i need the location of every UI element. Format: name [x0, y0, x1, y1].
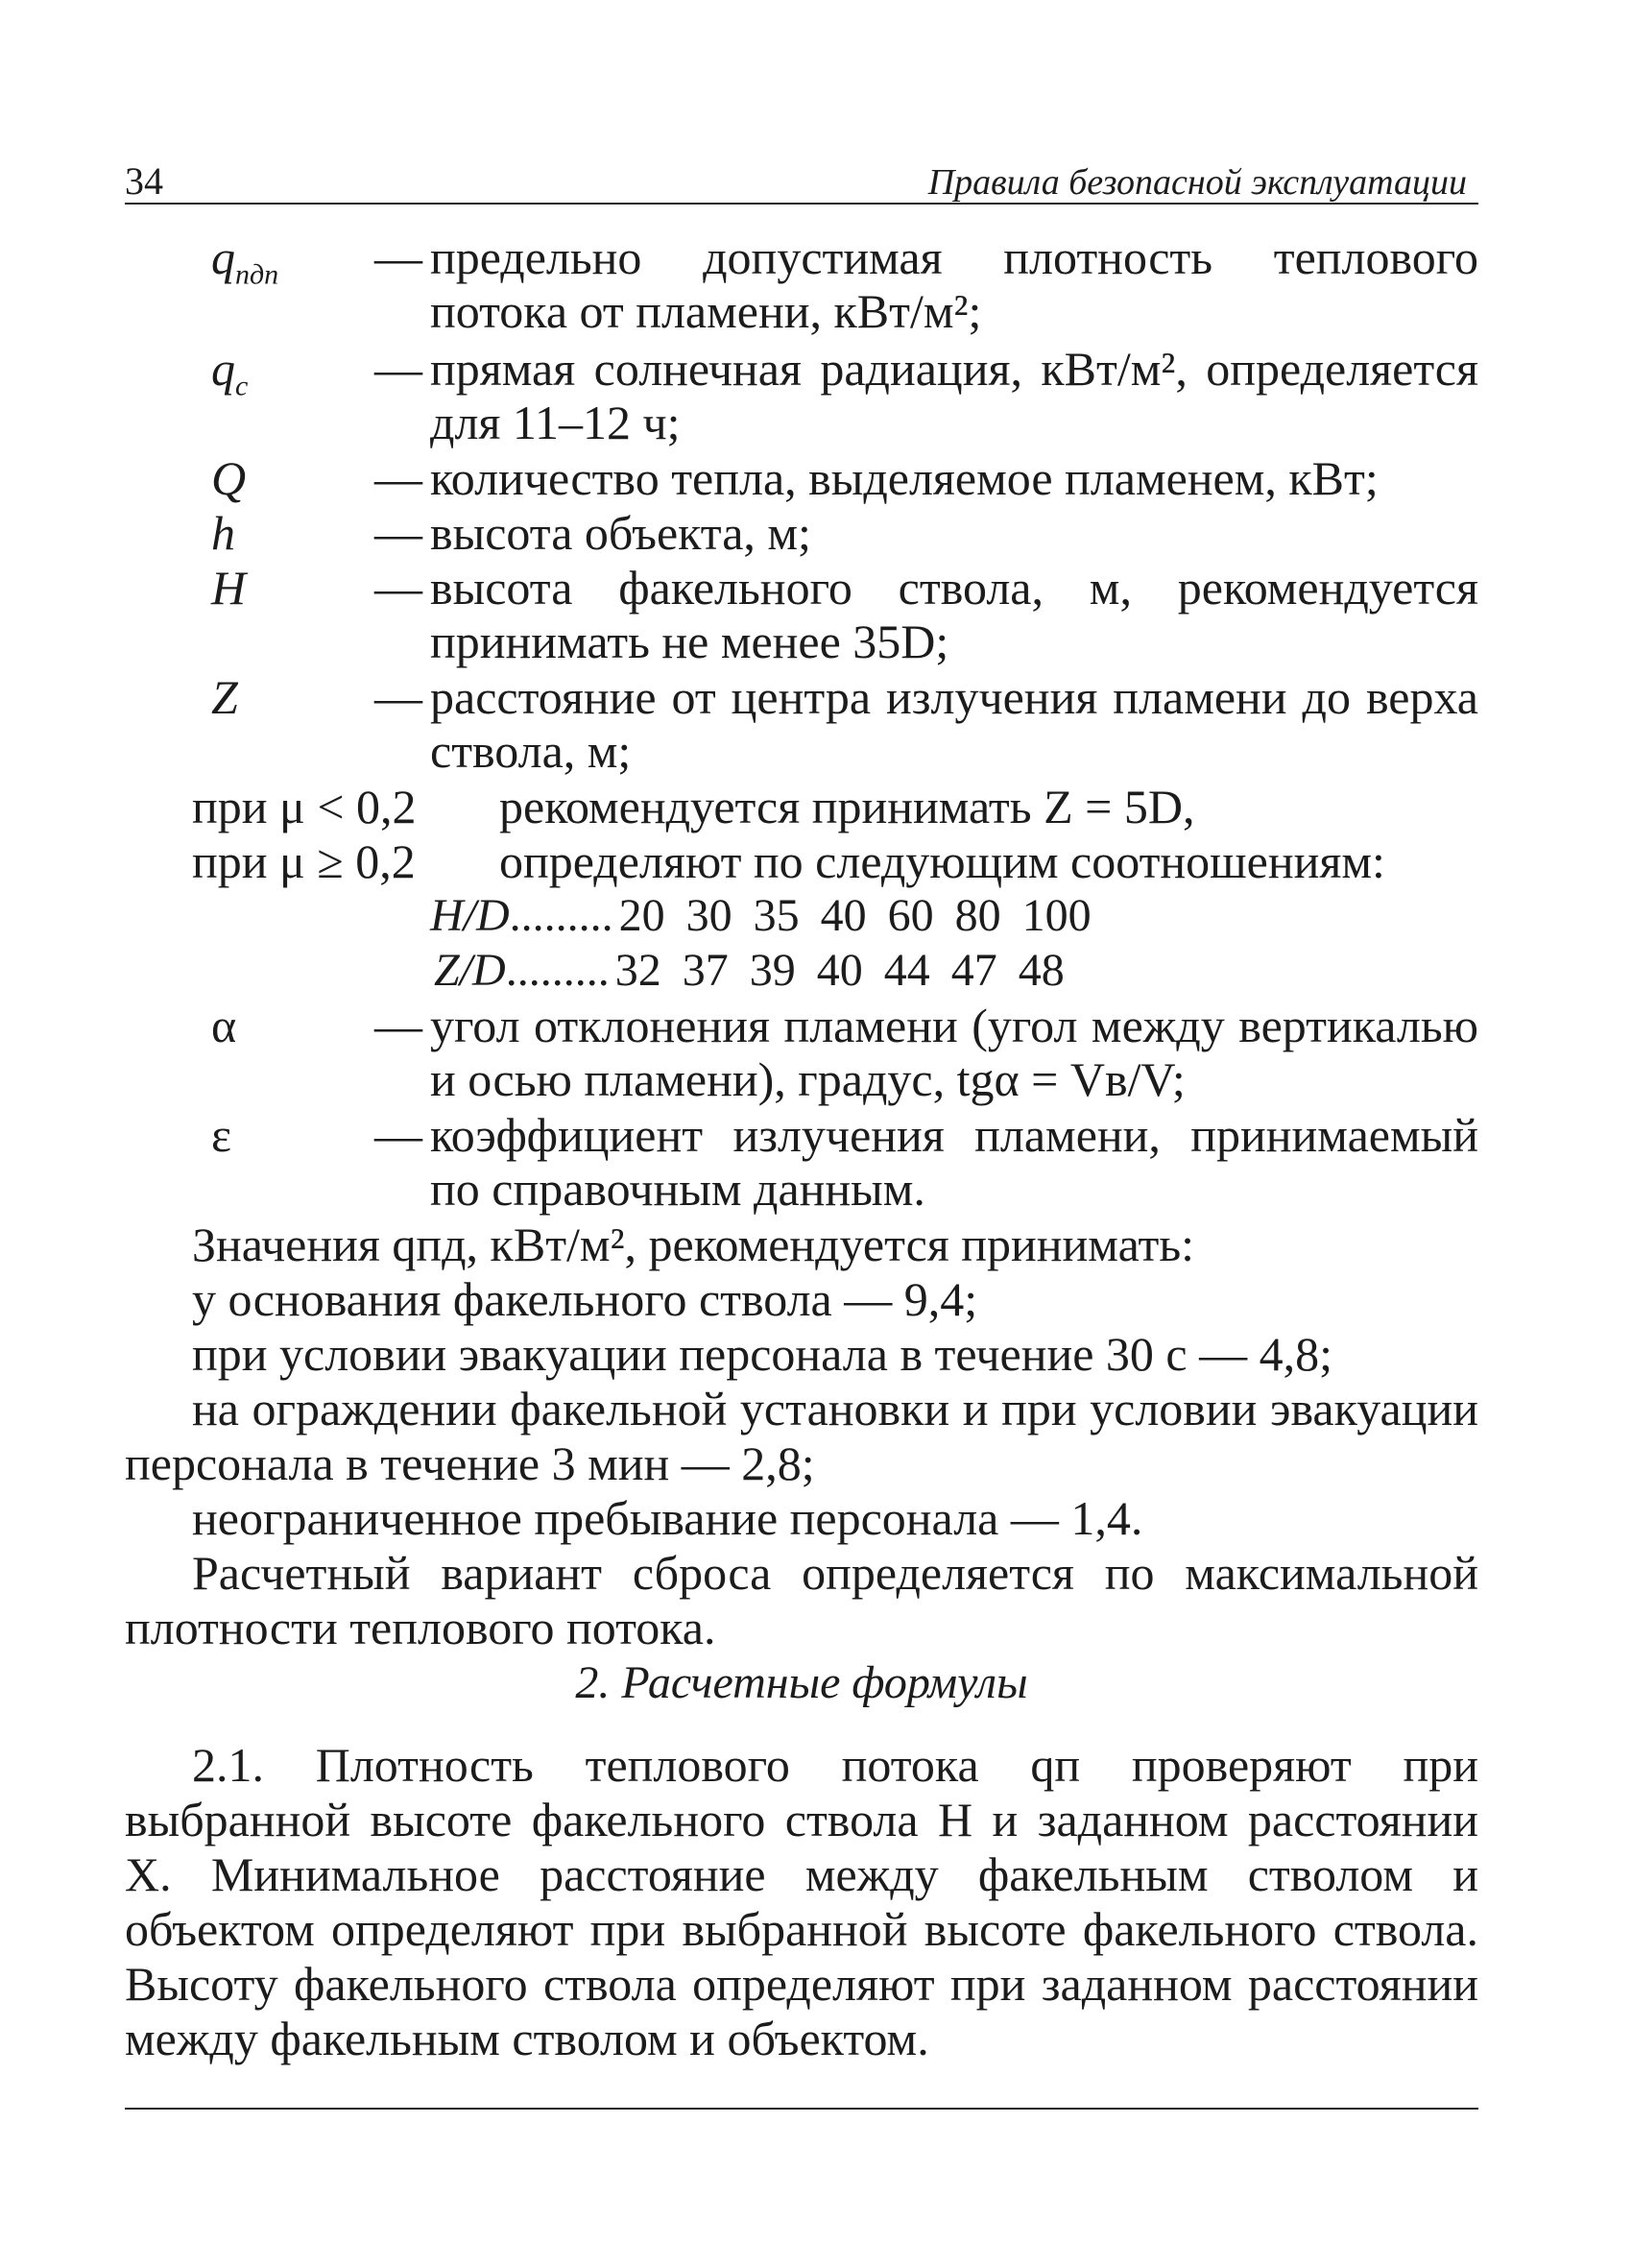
- definition-text: угол отклонения пламени (угол между вертикалью и осью пламени), градус, tgα = Vв/V;: [430, 999, 1478, 1106]
- definition-symbol: H: [211, 561, 247, 615]
- ratio-value: 48: [1018, 945, 1065, 996]
- definition-alpha: [125, 999, 1478, 1106]
- section-title: 2. Расчетные формулы: [575, 1657, 1028, 1708]
- definition-dash: —: [374, 342, 422, 396]
- definition-dash: —: [374, 561, 422, 615]
- definition-symbol: ε: [211, 1108, 231, 1162]
- ratio-label: H/D: [430, 890, 510, 941]
- ratio-value: 39: [749, 945, 796, 996]
- ratio-row-hd: [430, 889, 1092, 943]
- paragraph-calculation: Расчетный вариант сброса определяется по максимальной плотности теплового потока.: [125, 1546, 1478, 1654]
- definition-H: [125, 561, 1478, 668]
- definition-symbol: $q_{пдп}$: [211, 230, 279, 291]
- values-line: неограниченное пребывание персонала — 1,4.: [192, 1491, 1143, 1545]
- definition-h: [125, 506, 1478, 560]
- ratio-value: 47: [950, 945, 997, 996]
- ratio-leader: .........: [509, 890, 613, 941]
- definition-q-pdp: [125, 230, 1478, 338]
- ratio-value: 30: [685, 890, 732, 941]
- definition-dash: —: [374, 999, 422, 1052]
- definition-q-c: [125, 342, 1478, 449]
- condition-text: определяют по следующим соотношениям:: [499, 834, 1385, 888]
- definition-text: коэффициент излучения пламени, принимаемый по справочным данным.: [430, 1108, 1478, 1216]
- values-line: при условии эвакуации персонала в течение 30 с — 4,8;: [192, 1327, 1332, 1381]
- definition-epsilon: [125, 1108, 1478, 1216]
- definition-text: высота факельного ствола, м, рекомендуется принимать не менее 35D;: [430, 561, 1478, 668]
- definition-dash: —: [374, 506, 422, 560]
- ratio-value: 80: [954, 890, 1001, 941]
- definition-dash: —: [374, 1108, 422, 1162]
- definition-Z: [125, 670, 1478, 778]
- footer-rule: [125, 2108, 1478, 2110]
- definition-dash: —: [374, 230, 422, 284]
- ratio-value: 37: [682, 945, 729, 996]
- values-intro: Значения qпд, кВт/м², рекомендуется принимать:: [192, 1218, 1195, 1271]
- values-line: на ограждении факельной установки и при условии эвакуации персонала в течение 3 мин — 2,8;: [125, 1382, 1478, 1490]
- ratio-value: 100: [1021, 890, 1092, 941]
- definition-symbol: $q_с$: [211, 342, 249, 402]
- definition-text: расстояние от центра излучения пламени до верха ствола, м;: [430, 670, 1478, 778]
- ratio-value: 40: [816, 945, 863, 996]
- definition-text: количество тепла, выделяемое пламенем, кВт;: [430, 451, 1379, 505]
- ratio-value: 35: [753, 890, 800, 941]
- values-line: у основания факельного ствола — 9,4;: [192, 1272, 978, 1326]
- page-number: 34: [125, 159, 163, 203]
- definition-dash: —: [374, 670, 422, 724]
- ratio-label: Z/D: [434, 945, 506, 996]
- definition-text: предельно допустимая плотность теплового потока от пламени, кВт/м²;: [430, 230, 1478, 338]
- ratio-value: 40: [820, 890, 867, 941]
- condition-line: [125, 780, 1194, 833]
- definition-symbol: Q: [211, 451, 247, 505]
- definition-text: прямая солнечная радиация, кВт/м², определяется для 11–12 ч;: [430, 342, 1478, 449]
- ratio-value: 32: [614, 945, 661, 996]
- ratio-value: 44: [883, 945, 930, 996]
- definition-symbol: Z: [211, 670, 238, 724]
- definition-symbol: h: [211, 506, 235, 560]
- header-rule: [125, 203, 1478, 205]
- definition-text: высота объекта, м;: [430, 506, 811, 560]
- definition-Q: [125, 451, 1478, 505]
- condition-line: [125, 834, 1385, 888]
- ratio-leader: .........: [505, 945, 610, 996]
- definition-dash: —: [374, 451, 422, 505]
- definition-symbol: α: [211, 999, 237, 1052]
- running-title: Правила безопасной эксплуатации: [927, 162, 1467, 203]
- paragraph-2-1: 2.1. Плотность теплового потока qп проверяют при выбранной высоте факельного ствола H и заданном расстоянии X. Минимальное расстояние между факельным стволом и объектом определяют при выбранной высоте факельного ствола. Высоту факельного ствола определяют при заданном расстоянии между факельным стволом и объектом.: [125, 1738, 1478, 2065]
- ratio-value: 20: [618, 890, 665, 941]
- condition-label: при μ < 0,2: [192, 780, 417, 833]
- condition-label: при μ ≥ 0,2: [192, 834, 416, 888]
- ratio-value: 60: [887, 890, 934, 941]
- ratio-row-zd: [434, 944, 1065, 998]
- condition-text: рекомендуется принимать Z = 5D,: [499, 780, 1195, 833]
